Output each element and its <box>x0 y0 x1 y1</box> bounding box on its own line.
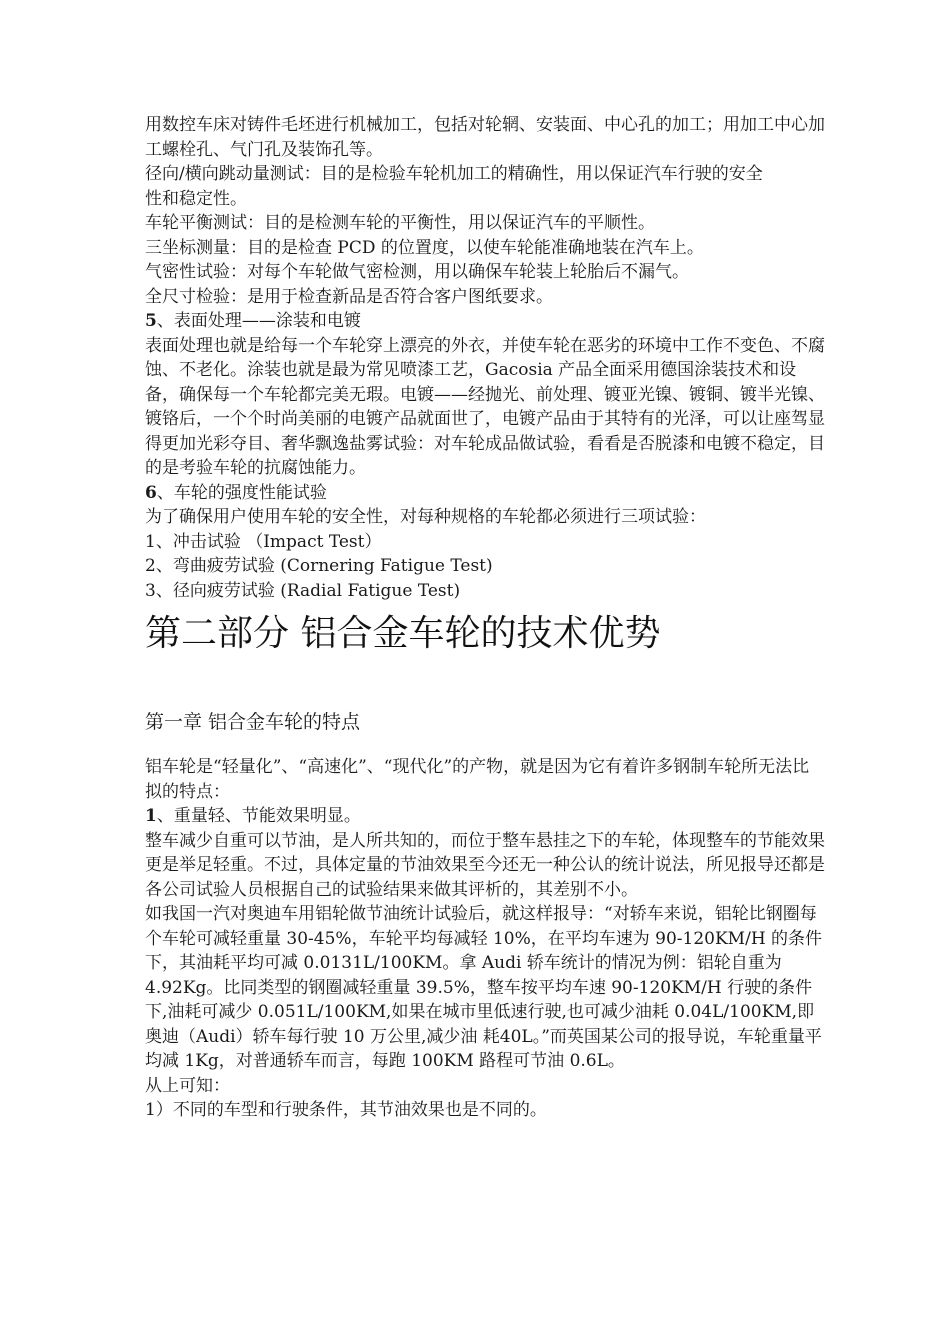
section-heading-6 <box>145 481 825 506</box>
paragraph-faw-audi-report: 如我国一汽对奥迪车用铝轮做节油统计试验后，就这样报导：“对轿车来说，铝轮比钢圈每个车轮可减轻重量 30-45%，车轮平均每减轻 10%，在平均车速为 90-120KM/H 的条件下，其油耗平均可减 0.0131L/100KM。拿 Audi 轿车统计的情况为例：铝轮自重为 4.92Kg。比同类型的钢圈减轻重量 39.5%，整车按平均车速 90-120KM/H 行驶的条件下,油耗可减少 0.051L/100KM,如果在城市里低速行驶,也可减少油耗 0.04L/100KM,即奥迪（Audi）轿车每行驶 10 万公里,减少油 耗40L。”而英国某公司的报导说，车轮重量平均减 1Kg，对普通轿车而言，每跑 100KM 路程可节油 0.6L。 <box>145 904 823 1071</box>
paragraph-conclusion-lead: 从上可知： <box>145 1075 230 1096</box>
paragraph-weight-saving: 整车减少自重可以节油，是人所共知的，而位于整车悬挂之下的车轮，体现整车的节能效果更是举足轻重。不过，具体定量的节油效果至今还无一种公认的统计说法，所见报导还都是各公司试验人员根据自己的试验结果来做其评析的，其差别不小。 <box>145 830 825 900</box>
section-number: 5 <box>145 311 157 331</box>
part-title: 第二部分 铝合金车轮的技术优势 <box>145 613 661 654</box>
paragraph-airtight: 气密性试验：对每个车轮做气密检测，用以确保车轮装上轮胎后不漏气。 <box>145 262 689 282</box>
point-heading-text: 、重量轻、节能效果明显。 <box>156 806 361 826</box>
paragraph-full-size: 全尺寸检验：是用于检查新品是否符合客户图纸要求。 <box>145 286 553 307</box>
paragraph-machining: 用数控车床对铸件毛坯进行机械加工，包括对轮辋、安装面、中心孔的加工；用加工中心加工螺栓孔、气门孔及装饰孔等。 <box>145 115 825 160</box>
section-heading-5 <box>145 309 825 334</box>
paragraph-balance-test: 车轮平衡测试：目的是检测车轮的平衡性，用以保证汽车的平顺性。 <box>145 213 655 233</box>
paragraph-runout-test: 径向/横向跳动量测试：目的是检验车轮机加工的精确性，用以保证汽车行驶的安全 <box>145 164 763 184</box>
point-heading-1 <box>145 804 825 829</box>
list-item-cornering-test: 2、弯曲疲劳试验 (Cornering Fatigue Test) <box>145 556 493 576</box>
paragraph-features-intro: 铝车轮是“轻量化”、“高速化”、“现代化”的产物，就是因为它有着许多钢制车轮所无法比拟的特点： <box>145 757 810 802</box>
section-number: 6 <box>145 482 157 503</box>
paragraph-conclusion-1: 1）不同的车型和行驶条件，其节油效果也是不同的。 <box>145 1100 547 1120</box>
list-item-impact-test: 1、冲击试验 （Impact Test） <box>145 531 382 552</box>
paragraph-surface-treatment: 表面处理也就是给每一个车轮穿上漂亮的外衣，并使车轮在恶劣的环境中工作不变色、不腐蚀、不老化。涂装也就是最为常见喷漆工艺，Gacosia 产品全面采用德国涂装技术和设备，确保每一个车轮都完美无瑕。电镀——经抛光、前处理、镀亚光镍、镀铜、镀半光镍、镀铬后，一个个时尚美丽的电镀产品就面世了，电镀产品由于其特有的光泽，可以让座驾显得更加光彩夺目、奢华飘逸盐雾试验：对车轮成品做试验，看看是否脱漆和电镀不稳定，目的是考验车轮的抗腐蚀能力。 <box>145 335 825 478</box>
paragraph-cmm: 三坐标测量：目的是检查 PCD 的位置度，以使车轮能准确地装在汽车上。 <box>145 237 704 258</box>
paragraph-strength-intro: 为了确保用户使用车轮的安全性，对每种规格的车轮都必须进行三项试验： <box>145 507 706 527</box>
section-heading-text: 、表面处理——涂装和电镀 <box>156 311 361 331</box>
list-item-radial-test: 3、径向疲劳试验 (Radial Fatigue Test) <box>145 580 461 601</box>
section-heading-text: 、车轮的强度性能试验 <box>156 482 327 503</box>
chapter-title: 第一章 铝合金车轮的特点 <box>145 711 361 733</box>
paragraph-runout-test-cont: 性和稳定性。 <box>145 188 247 209</box>
document-page <box>145 113 825 1123</box>
point-number: 1 <box>145 806 157 826</box>
